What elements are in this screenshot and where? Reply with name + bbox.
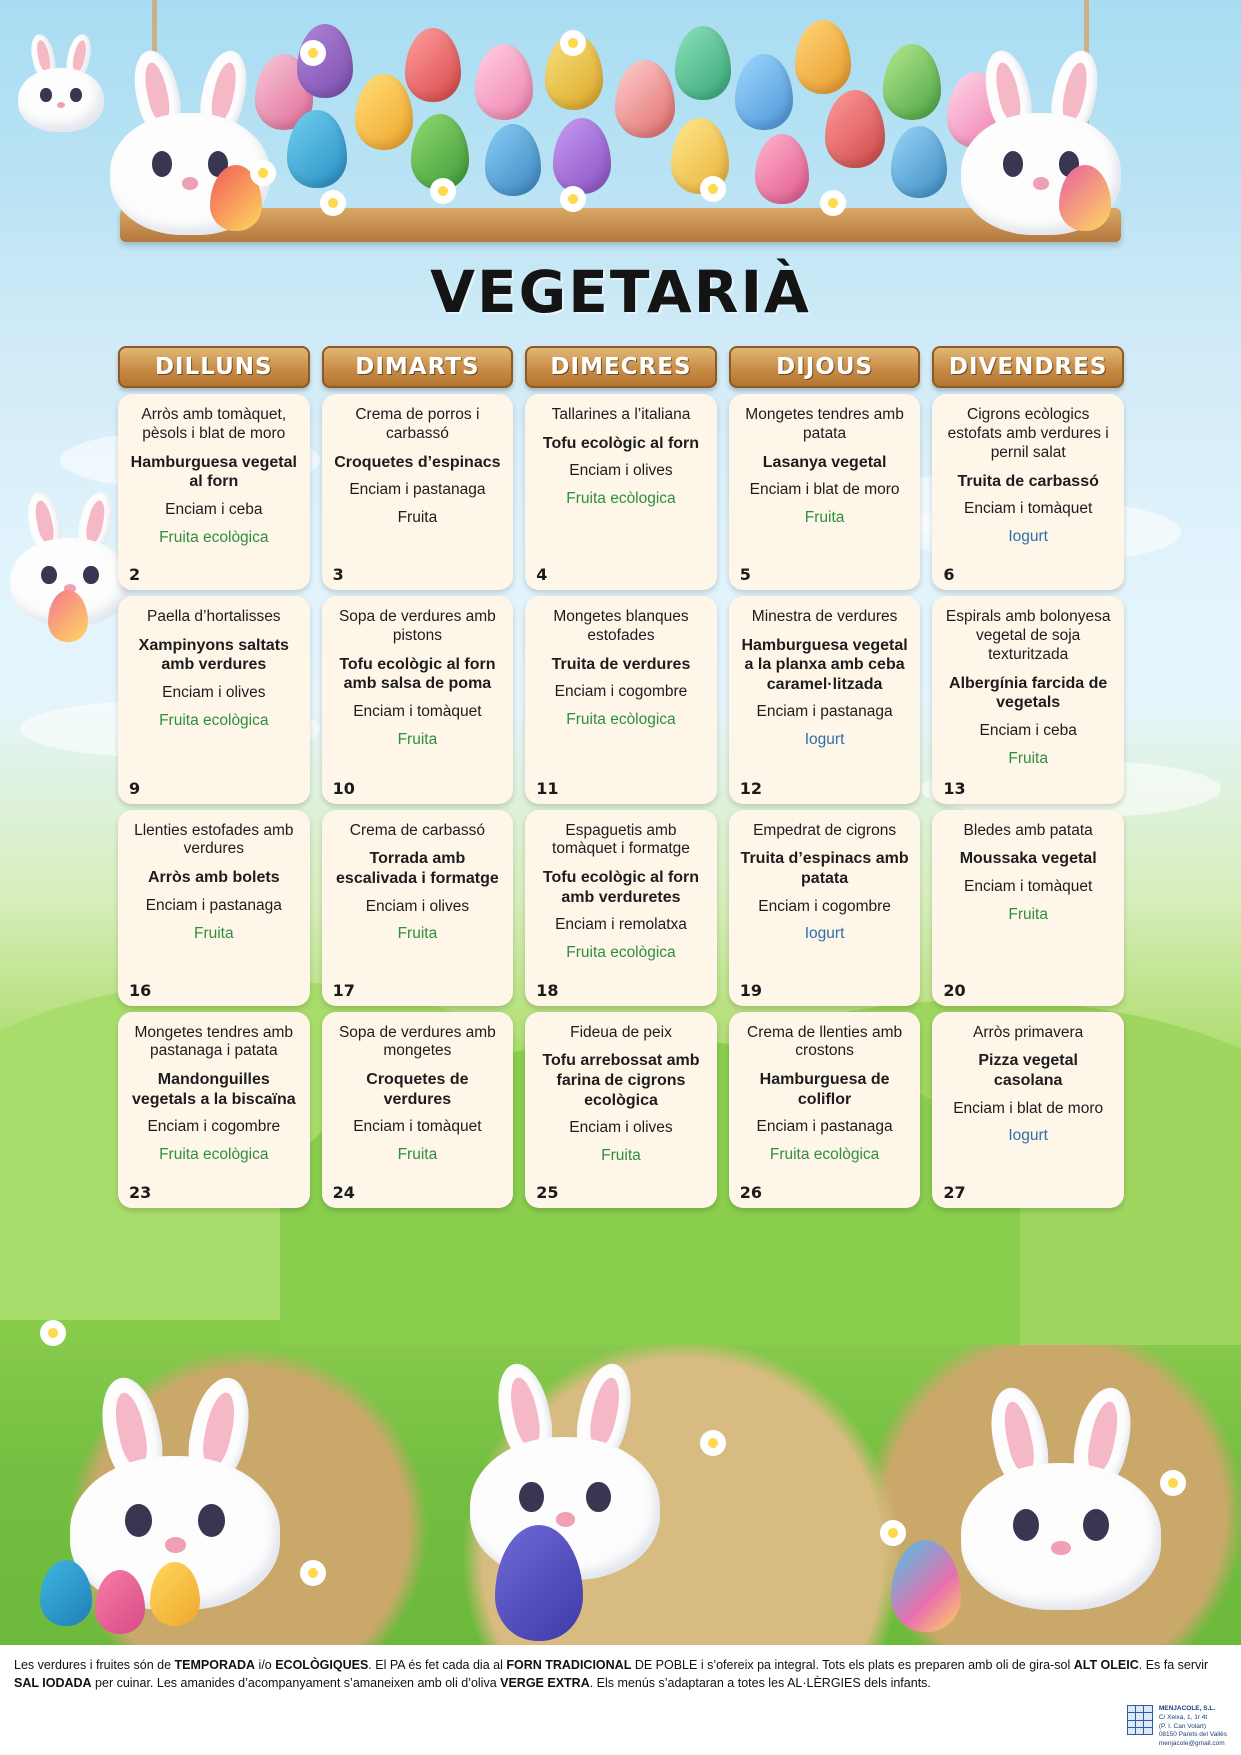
day-number: 5 [739, 565, 751, 584]
menu-item: Iogurt [1008, 528, 1048, 546]
bunny-eye-icon [125, 1504, 152, 1537]
menu-week-row [118, 810, 1124, 1006]
bunny-eye-icon [83, 566, 99, 585]
footer-text-run: DE POBLE i s’ofereix pa integral. Tots els plats es preparen amb oli de gira-sol [631, 1658, 1074, 1672]
menu-grid [118, 346, 1124, 1208]
menu-item: Tofu ecològic al forn [542, 434, 700, 452]
menu-item: Bledes amb patata [963, 821, 1093, 839]
flower-icon [560, 30, 586, 56]
bunny-head [18, 68, 104, 132]
menu-item: Enciam i pastanaga [756, 703, 893, 721]
menu-item: Tofu ecològic al forn amb verduretes [542, 869, 700, 906]
menu-item: Espaguetis amb tomàquet i formatge [552, 821, 690, 858]
menu-item: Fruita [1008, 749, 1048, 767]
menu-item: Crema de porros i carbassó [355, 406, 480, 442]
menu-item: Arròs amb bolets [148, 869, 280, 887]
bunny-illustration [961, 1400, 1161, 1610]
menu-item: Minestra de verdures [751, 608, 898, 625]
menu-item: Enciam i pastanaga [756, 1118, 893, 1136]
menu-day-cell [729, 596, 921, 804]
menu-item: Mongetes tendres amb patata [745, 406, 904, 442]
menu-item: Fruita [601, 1146, 641, 1164]
menu-item: Enciam i cogombre [758, 897, 891, 915]
menu-item: Fruita [1008, 905, 1048, 923]
flower-icon [1160, 1470, 1186, 1496]
menu-week-row [118, 596, 1124, 804]
menu-item: Lasanya vegetal [762, 453, 887, 471]
menu-item: Fruita [804, 509, 845, 527]
footer-emphasis: VERGE EXTRA [500, 1675, 590, 1690]
flower-icon [250, 160, 276, 186]
flower-icon [430, 178, 456, 204]
menu-week-row [118, 1012, 1124, 1208]
company-address-line-2: (P. I. Can Volart) [1158, 1722, 1207, 1730]
menu-day-cell [729, 394, 921, 590]
footer-notes [0, 1645, 1241, 1755]
bunny-eye-icon [40, 88, 51, 102]
menu-item: Enciam i olives [569, 1119, 673, 1137]
day-number: 4 [536, 565, 548, 584]
bunny-nose-icon [1033, 177, 1049, 189]
menu-day-cell [525, 394, 717, 590]
day-number: 20 [943, 980, 966, 1000]
bunny-head [961, 1463, 1161, 1610]
company-address-line-1: C/ Xeixa, 1, 1r 4t [1158, 1713, 1208, 1721]
menu-day-cell [525, 810, 717, 1006]
menu-day-cell [118, 394, 310, 590]
footer-text-run: per cuinar. Les amanides d’acompanyament s’amaneixen amb oli d’oliva [91, 1675, 501, 1690]
footer-emphasis: FORN TRADICIONAL [506, 1658, 632, 1672]
day-header-dijous: DIJOUS [729, 346, 921, 388]
flower-icon [300, 40, 326, 66]
menu-item: Cigrons ecòlogics estofats amb verdures i pernil salat [947, 406, 1109, 461]
day-header-dimarts: DIMARTS [322, 346, 514, 388]
menu-item: Enciam i ceba [165, 500, 263, 518]
menu-item: Sopa de verdures amb pistons [338, 608, 496, 644]
menu-item: Croquetes d’espinacs [334, 453, 501, 471]
footer-legend-text [14, 1657, 1227, 1693]
footer-emphasis: ECOLÒGIQUES [275, 1658, 369, 1672]
company-logo-block [1127, 1705, 1227, 1749]
menu-item: Fruita ecològica [159, 528, 269, 546]
bunny-eye-icon [586, 1482, 611, 1513]
menu-item: Truita de verdures [551, 655, 691, 673]
footer-text-run: Les verdures i fruites són de [14, 1658, 175, 1672]
day-number: 6 [943, 565, 955, 584]
day-number: 9 [129, 778, 141, 798]
company-address [1159, 1705, 1227, 1749]
month-label [0, 0, 52, 19]
company-address-line-3: 08150 Parets del Vallès [1158, 1731, 1227, 1739]
menu-day-cell [525, 596, 717, 804]
menu-item: Iogurt [804, 925, 845, 943]
menu-item: Fruita [397, 1146, 438, 1164]
menu-item: Moussaka vegetal [959, 850, 1097, 868]
weekday-header-row [118, 346, 1124, 388]
menu-item: Enciam i ceba [979, 721, 1077, 739]
menu-item: Fruita ecològica [159, 1146, 269, 1164]
menu-item: Croquetes de verdures [366, 1071, 469, 1108]
bunny-eye-icon [70, 88, 81, 102]
menu-day-cell [932, 394, 1124, 590]
flower-icon [560, 186, 586, 212]
menu-item: Enciam i pastanaga [349, 481, 486, 499]
bunny-eye-icon [1083, 1509, 1109, 1541]
menu-day-cell [932, 810, 1124, 1006]
menu-item: Enciam i olives [365, 897, 470, 915]
flower-icon [700, 1430, 726, 1456]
menu-week-row [118, 394, 1124, 590]
menu-item: Enciam i blat de moro [953, 1099, 1104, 1117]
day-number: 11 [536, 778, 559, 798]
day-number: 10 [332, 778, 355, 798]
menu-day-cell [932, 1012, 1124, 1208]
day-number: 27 [943, 1182, 966, 1202]
menu-item: Albergínia farcida de vegetals [949, 674, 1108, 712]
bunny-nose-icon [182, 177, 198, 189]
menu-item: Fruita ecològica [159, 711, 269, 729]
day-number: 25 [536, 1182, 559, 1202]
menu-item: Xampinyons saltats amb verdures [138, 636, 289, 674]
menu-item: Mongetes blanques estofades [553, 608, 689, 644]
day-header-dimecres: DIMECRES [525, 346, 717, 388]
menu-item: Arròs amb tomàquet, pèsols i blat de moro [141, 406, 287, 442]
menu-item: Truita d’espinacs amb patata [740, 850, 909, 887]
menu-item: Hamburguesa vegetal al forn [130, 453, 297, 491]
menu-day-cell [322, 394, 514, 590]
menu-day-cell [932, 596, 1124, 804]
flower-icon [40, 1320, 66, 1346]
menu-item: Enciam i tomàquet [353, 1118, 482, 1136]
bunny-eye-icon [1013, 1509, 1039, 1541]
menu-item: Fruita ecòlogica [566, 711, 676, 729]
menu-item: Tallarines a l’italiana [551, 406, 691, 423]
day-number: 13 [943, 778, 966, 798]
menu-item: Crema de llenties amb crostons [747, 1023, 903, 1060]
day-number: 19 [739, 980, 763, 1000]
menu-item: Iogurt [804, 731, 845, 749]
menu-item: Enciam i cogombre [554, 683, 688, 701]
flower-icon [320, 190, 346, 216]
menu-item: Tofu ecològic al forn amb salsa de poma [339, 655, 496, 693]
bunny-nose-icon [556, 1512, 575, 1526]
day-number: 16 [129, 980, 152, 1000]
menu-item: Enciam i olives [569, 462, 673, 480]
menu-item: Hamburguesa de coliflor [759, 1071, 890, 1108]
menu-item: Llenties estofades amb verdures [134, 821, 294, 858]
footer-text-run: . El PA és fet cada dia al [368, 1658, 507, 1672]
menu-day-cell [729, 810, 921, 1006]
day-number: 26 [739, 1182, 763, 1202]
menu-day-cell [118, 596, 310, 804]
menu-item: Espirals amb bolonyesa vegetal de soja texturitzada [945, 608, 1111, 663]
menu-item: Enciam i remolatxa [555, 916, 687, 934]
menu-item: Truita de carbassó [957, 472, 1099, 490]
menu-weeks-container [118, 394, 1124, 1208]
menu-item: Enciam i pastanaga [145, 896, 282, 914]
menu-item: Fruita [397, 925, 438, 943]
menu-item: Enciam i tomàquet [353, 702, 482, 720]
menu-item: Fruita ecòlogica [566, 490, 676, 508]
company-logo-icon [1127, 1705, 1153, 1735]
flower-icon [880, 1520, 906, 1546]
day-number: 17 [332, 980, 355, 1000]
menu-item: Fruita ecològica [566, 944, 676, 962]
menu-item: Fruita [193, 924, 234, 942]
menu-item: Paella d’hortalisses [147, 608, 281, 625]
header-banner [0, 0, 1241, 270]
menu-item: Enciam i tomàquet [963, 500, 1093, 518]
menu-day-cell [525, 1012, 717, 1208]
menu-item: Hamburguesa vegetal a la planxa amb ceba caramel·litzada [741, 636, 908, 693]
month-title-egg-lettering [235, 14, 1015, 219]
flower-icon [700, 176, 726, 202]
footer-emphasis: ALT OLEIC [1073, 1658, 1139, 1672]
menu-day-cell [322, 596, 514, 804]
menu-item: Tofu arrebossat amb farina de cigrons ecològica [542, 1052, 700, 1109]
menu-day-cell [322, 810, 514, 1006]
flower-icon [300, 1560, 326, 1586]
menu-item: Pizza vegetal casolana [978, 1052, 1078, 1089]
day-number: 3 [332, 565, 344, 584]
bunny-nose-icon [165, 1537, 186, 1552]
menu-item: Mandonguilles vegetals a la biscaïna [131, 1071, 296, 1108]
menu-item: Fruita [397, 509, 438, 527]
bunny-illustration [18, 40, 104, 132]
day-number: 18 [536, 980, 559, 1000]
menu-day-cell [118, 810, 310, 1006]
day-number: 2 [129, 565, 141, 584]
flower-icon [820, 190, 846, 216]
footer-text-run: i/o [255, 1658, 276, 1672]
menu-item: Mongetes tendres amb pastanaga i patata [134, 1023, 294, 1060]
day-number: 24 [332, 1182, 355, 1202]
menu-day-cell [118, 1012, 310, 1208]
page-title: VEGETARIÀ [430, 258, 811, 326]
menu-item: Sopa de verdures amb mongetes [338, 1023, 496, 1060]
menu-item: Torrada amb escalivada i formatge [336, 850, 499, 887]
day-header-dilluns: DILLUNS [118, 346, 310, 388]
menu-item: Crema de carbassó [349, 821, 486, 839]
menu-item: Iogurt [1008, 1127, 1048, 1145]
menu-item: Enciam i blat de moro [749, 481, 900, 499]
day-number: 12 [739, 778, 763, 798]
bunny-eye-icon [41, 566, 57, 585]
company-name: MENJACOLE, S.L. [1158, 1705, 1216, 1713]
day-header-divendres: DIVENDRES [932, 346, 1124, 388]
menu-item: Fideua de peix [570, 1023, 672, 1041]
footer-text-run: . Es fa servir [1138, 1658, 1209, 1672]
menu-day-cell [322, 1012, 514, 1208]
bunny-eye-icon [519, 1482, 544, 1513]
menu-item: Enciam i cogombre [147, 1118, 281, 1136]
menu-item: Empedrat de cigrons [753, 821, 897, 839]
footer-emphasis: SAL IODADA [14, 1675, 92, 1690]
menu-item: Fruita [397, 730, 438, 748]
footer-emphasis: TEMPORADA [174, 1658, 256, 1672]
company-email: menjacole@gmail.com [1158, 1740, 1225, 1748]
menu-day-cell [729, 1012, 921, 1208]
day-number: 23 [129, 1182, 152, 1202]
menu-item: Fruita ecològica [769, 1146, 880, 1164]
menu-item: Enciam i tomàquet [963, 877, 1093, 895]
menu-item: Arròs primavera [973, 1023, 1084, 1041]
footer-text-run: . Els menús s’adaptaran a totes les AL·LÈRGIES dels infants. [589, 1675, 931, 1690]
menu-item: Enciam i olives [162, 683, 266, 701]
